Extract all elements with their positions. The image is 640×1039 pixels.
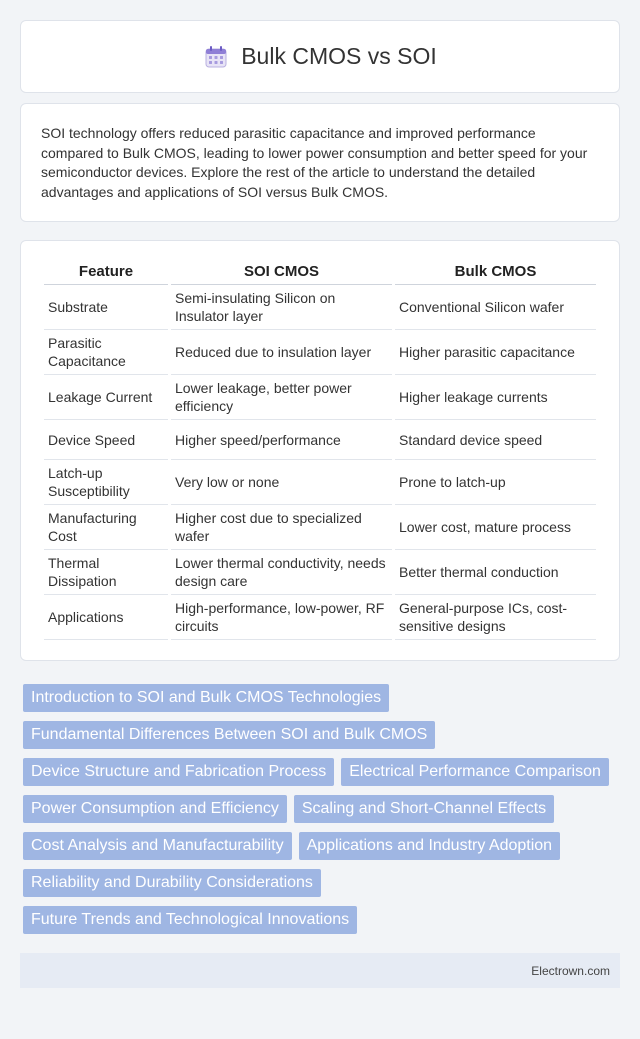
feature-cell: Thermal Dissipation [44, 550, 168, 595]
header-bulk: Bulk CMOS [395, 259, 596, 285]
soi-cell: Reduced due to insulation layer [171, 330, 392, 375]
bulk-cell: General-purpose ICs, cost-sensitive designs [395, 595, 596, 640]
soi-cell: Higher cost due to specialized wafer [171, 505, 392, 550]
table-row [44, 420, 596, 460]
table-row [44, 505, 596, 550]
calendar-icon [203, 44, 229, 70]
table-row [44, 460, 596, 505]
footer-brand[interactable]: Electrown.com [531, 963, 610, 978]
header-soi: SOI CMOS [171, 259, 392, 285]
title-card [20, 20, 620, 93]
feature-cell: Substrate [44, 285, 168, 330]
topic-tags [20, 684, 620, 934]
topic-tag-device-structure[interactable]: Device Structure and Fabrication Process [23, 758, 334, 786]
table-row [44, 375, 596, 420]
soi-cell: Very low or none [171, 460, 392, 505]
bulk-cell: Conventional Silicon wafer [395, 285, 596, 330]
topic-tag-cost-analysis[interactable]: Cost Analysis and Manufacturability [23, 832, 292, 860]
bulk-cell: Higher leakage currents [395, 375, 596, 420]
soi-cell: Semi-insulating Silicon on Insulator layer [171, 285, 392, 330]
comparison-table-card [20, 240, 620, 661]
topic-tag-fundamental-differences[interactable]: Fundamental Differences Between SOI and Bulk CMOS [23, 721, 435, 749]
table-row [44, 595, 596, 640]
bulk-cell: Standard device speed [395, 420, 596, 460]
header-feature: Feature [44, 259, 168, 285]
feature-cell: Applications [44, 595, 168, 640]
intro-card [20, 103, 620, 222]
intro-text: SOI technology offers reduced parasitic capacitance and improved performance compared to Bulk CMOS, leading to lower power consumption and better speed for your semiconductor devices. Explore the rest of the article to understand the detailed advantages and applications of SOI versus Bulk CMOS. [41, 125, 588, 200]
table-header-row [44, 259, 596, 285]
topic-tag-power-consumption[interactable]: Power Consumption and Efficiency [23, 795, 287, 823]
soi-cell: Lower thermal conductivity, needs design care [171, 550, 392, 595]
feature-cell: Parasitic Capacitance [44, 330, 168, 375]
topic-tag-reliability[interactable]: Reliability and Durability Considerations [23, 869, 321, 897]
bulk-cell: Higher parasitic capacitance [395, 330, 596, 375]
soi-cell: Higher speed/performance [171, 420, 392, 460]
table-row [44, 330, 596, 375]
comparison-table [41, 259, 599, 640]
feature-cell: Latch-up Susceptibility [44, 460, 168, 505]
soi-cell: Lower leakage, better power efficiency [171, 375, 392, 420]
topic-tag-scaling[interactable]: Scaling and Short-Channel Effects [294, 795, 554, 823]
bulk-cell: Prone to latch-up [395, 460, 596, 505]
bulk-cell: Better thermal conduction [395, 550, 596, 595]
bulk-cell: Lower cost, mature process [395, 505, 596, 550]
table-row [44, 550, 596, 595]
topic-tag-applications[interactable]: Applications and Industry Adoption [299, 832, 561, 860]
feature-cell: Manufacturing Cost [44, 505, 168, 550]
table-row [44, 285, 596, 330]
topic-tag-introduction[interactable]: Introduction to SOI and Bulk CMOS Technologies [23, 684, 389, 712]
soi-cell: High-performance, low-power, RF circuits [171, 595, 392, 640]
topic-tag-future-trends[interactable]: Future Trends and Technological Innovations [23, 906, 357, 934]
page-title: Bulk CMOS vs SOI [241, 43, 437, 69]
feature-cell: Leakage Current [44, 375, 168, 420]
footer [20, 953, 620, 988]
topic-tag-electrical-performance[interactable]: Electrical Performance Comparison [341, 758, 609, 786]
feature-cell: Device Speed [44, 420, 168, 460]
